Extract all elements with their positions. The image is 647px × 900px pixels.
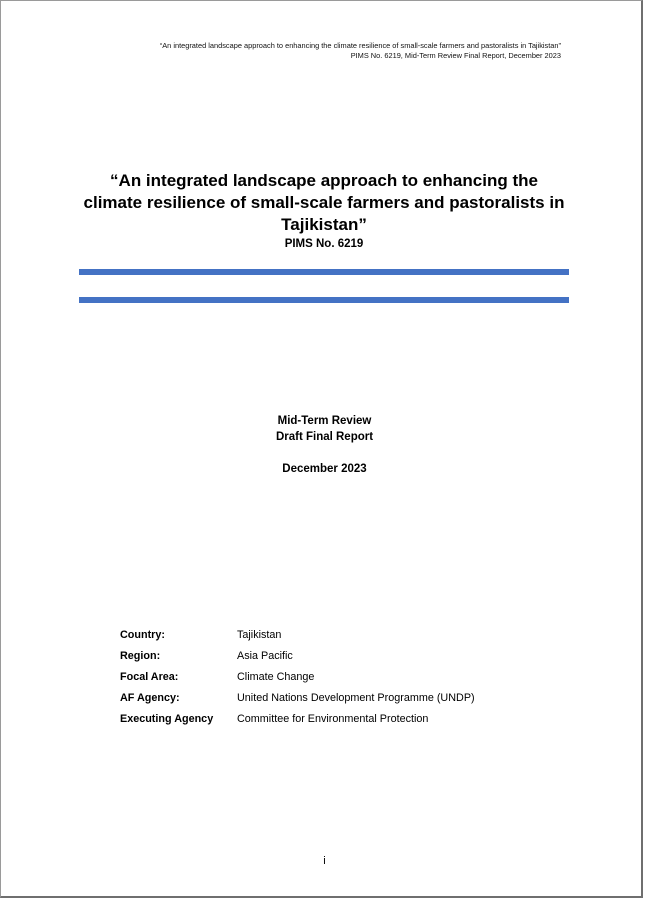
title-line-2: climate resilience of small-scale farmers and pastoralists in — [83, 193, 565, 212]
info-value: Committee for Environmental Protection — [237, 712, 429, 725]
title-rule-bottom — [79, 297, 569, 303]
running-header — [160, 41, 561, 61]
info-row — [120, 624, 475, 645]
info-label: Country: — [120, 628, 165, 641]
title-line-1: “An integrated landscape approach to enhancing the — [110, 171, 538, 190]
info-row — [120, 645, 475, 666]
info-label: Region: — [120, 649, 161, 662]
report-type: Mid-Term Review — [277, 415, 372, 427]
running-header-title: “An integrated landscape approach to enhancing the climate resilience of small-scale farmers and pastoralists in Tajikistan” — [159, 41, 561, 50]
pims-number: PIMS No. 6219 — [284, 238, 364, 250]
title-line-3: Tajikistan” — [281, 215, 367, 234]
info-value: Tajikistan — [237, 628, 282, 641]
info-value: Climate Change — [237, 670, 315, 683]
report-date: December 2023 — [282, 463, 367, 475]
running-header-reference: PIMS No. 6219, Mid-Term Review Final Report, December 2023 — [350, 51, 561, 60]
info-row — [120, 687, 475, 708]
report-type-block — [1, 413, 647, 445]
title-block — [71, 170, 577, 251]
info-label: Executing Agency — [120, 712, 214, 725]
info-label: AF Agency: — [120, 691, 180, 704]
info-value: Asia Pacific — [237, 649, 293, 662]
info-value: United Nations Development Programme (UNDP) — [237, 691, 475, 704]
page-number: i — [323, 855, 326, 867]
project-info-table — [120, 624, 475, 729]
info-row — [120, 666, 475, 687]
report-status: Draft Final Report — [275, 431, 374, 443]
info-label: Focal Area: — [120, 670, 179, 683]
title-rule-top — [79, 269, 569, 275]
document-title — [71, 170, 577, 236]
info-row — [120, 708, 475, 729]
